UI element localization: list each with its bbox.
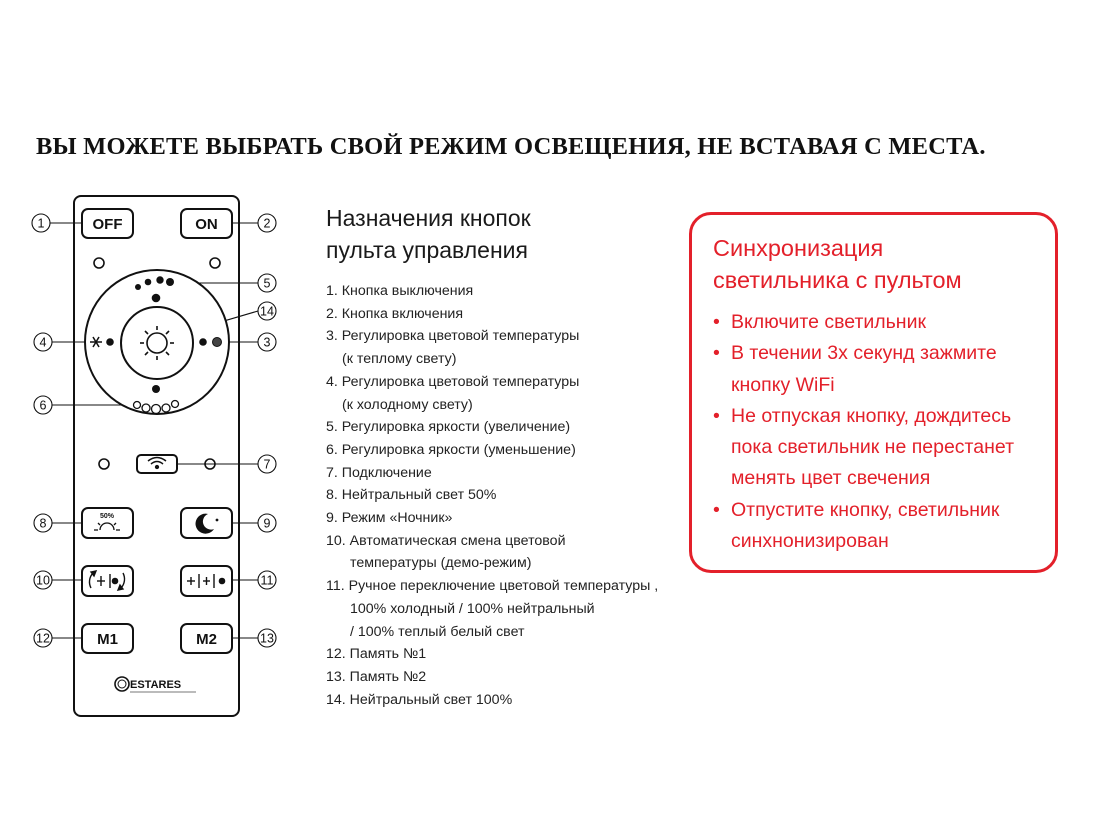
legend-item: 9. Режим «Ночник»	[326, 510, 453, 527]
sync-title-line: светильника с пультом	[713, 267, 962, 293]
legend-item: 3. Регулировка цветовой температуры	[326, 328, 580, 345]
callout-2-label: 2	[263, 216, 271, 231]
callout-9-label: 9	[263, 516, 271, 531]
sync-step-text: Включите светильник	[731, 311, 926, 333]
memory-1-label: M1	[97, 631, 118, 648]
legend-item: (к холодному свету)	[342, 396, 473, 413]
legend-item: 14. Нейтральный свет 100%	[326, 691, 513, 708]
legend-item: 10. Автоматическая смена цветовой	[326, 532, 566, 549]
callout-11-label: 11	[260, 573, 274, 588]
legend-item: 6. Регулировка яркости (уменьшение)	[326, 441, 576, 458]
callout-8-label: 8	[39, 516, 47, 531]
sync-step	[713, 307, 1014, 338]
memory-2-label: M2	[196, 631, 217, 648]
neutral-50-label: 50%	[99, 513, 115, 520]
warm-temp-button[interactable]	[213, 338, 222, 347]
sync-title-line: Синхронизация	[713, 235, 884, 261]
sync-steps	[713, 307, 1014, 557]
callout-1-label: 1	[37, 216, 45, 231]
legend-item: 5. Регулировка яркости (увеличение)	[326, 419, 571, 436]
remote-diagram	[0, 0, 300, 831]
cool-temp-dot[interactable]	[106, 338, 114, 346]
sync-step-continued: синхнонизирован	[731, 530, 889, 553]
callout-10-label: 10	[36, 573, 50, 588]
legend-item: 11. Ручное переключение цветовой температуры ,	[326, 578, 659, 595]
sync-step-text: Не отпуская кнопку, дождитесь	[731, 404, 1012, 427]
callout-3-label: 3	[263, 335, 271, 350]
off-button-label: OFF	[92, 216, 123, 233]
warm-temp-dot[interactable]	[199, 338, 207, 346]
bullet: •	[713, 311, 720, 333]
callout-13-label: 13	[260, 631, 274, 646]
on-button-label: ON	[195, 216, 218, 233]
bullet: •	[713, 498, 720, 521]
callout-14-label: 14	[260, 304, 274, 319]
legend-item: 2. Кнопка включения	[326, 305, 464, 322]
headline: ВЫ МОЖЕТЕ ВЫБРАТЬ СВОЙ РЕЖИМ ОСВЕЩЕНИЯ, НЕ ВСТАВАЯ С МЕСТА.	[36, 133, 986, 160]
brand-name: ESTARES	[130, 679, 182, 691]
callout-6-label: 6	[39, 398, 47, 413]
sync-title	[713, 232, 962, 296]
sync-step-continued: кнопку WiFi	[731, 373, 835, 396]
button-legend	[326, 280, 658, 711]
legend-heading-line: пульта управления	[326, 237, 528, 263]
sync-step	[713, 338, 1014, 369]
sync-step-continued: менять цвет свечения	[731, 467, 931, 490]
sync-step	[713, 495, 1014, 526]
legend-item: 8. Нейтральный свет 50%	[326, 487, 497, 504]
legend-item: 12. Память №1	[326, 646, 427, 663]
sync-step-text: Отпустите кнопку, светильник	[731, 498, 1000, 521]
legend-item: 100% холодный / 100% нейтральный	[350, 600, 595, 617]
legend-heading-line: Назначения кнопок	[326, 205, 531, 231]
callout-12-label: 12	[36, 631, 50, 646]
legend-item: (к теплому свету)	[342, 351, 457, 368]
legend-item: 13. Память №2	[326, 668, 427, 685]
callout-5-label: 5	[263, 276, 271, 291]
legend-item: 7. Подключение	[326, 464, 432, 481]
legend-item: 1. Кнопка выключения	[326, 283, 474, 299]
bullet: •	[713, 404, 720, 427]
bullet: •	[713, 342, 720, 365]
callout-4-label: 4	[39, 335, 47, 350]
sync-step-continued: пока светильник не перестанет	[731, 436, 1015, 459]
sync-step	[713, 401, 1014, 432]
legend-heading	[326, 202, 531, 266]
legend-item: / 100% теплый белый свет	[350, 623, 525, 640]
callout-7-label: 7	[263, 457, 271, 472]
legend-item: 4. Регулировка цветовой температуры	[326, 373, 580, 390]
sync-step-text: В течении 3х секунд зажмите	[731, 342, 997, 365]
legend-item: температуры (демо-режим)	[350, 555, 532, 572]
center-button[interactable]	[121, 307, 193, 379]
